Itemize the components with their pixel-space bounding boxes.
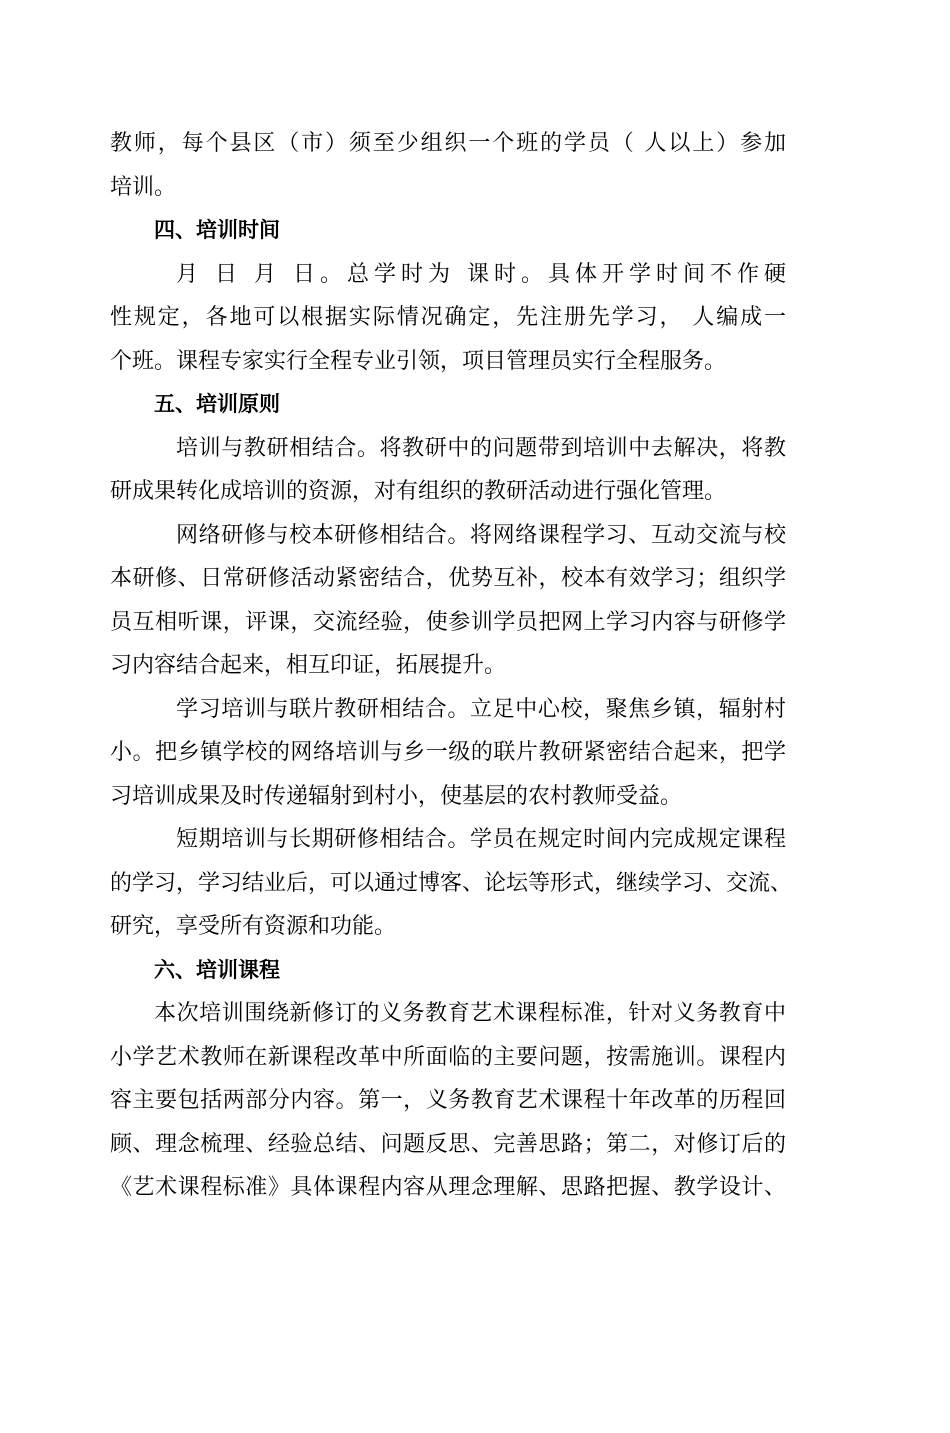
paragraph-line: 员互相听课，评课，交流经验，使参训学员把网上学习内容与研修学 [110,609,786,635]
paragraph-line: 习培训成果及时传递辐射到村小，使基层的农村教师受益。 [110,783,683,809]
paragraph-line: 月 日 月 日。总学时为 课时。具体开学时间不作硬 [176,261,786,287]
paragraph-line: 本次培训围绕新修订的义务教育艺术课程标准，针对义务教育中 [154,1001,786,1026]
paragraph-line: 小。把乡镇学校的网络培训与乡一级的联片教研紧密结合起来，把学 [110,740,786,765]
section-heading-principles: 五、培训原则 [154,392,280,416]
paragraph-line: 容主要包括两部分内容。第一，义务教育艺术课程十年改革的历程回 [110,1088,786,1113]
paragraph-line: 培训。 [110,174,177,200]
paragraph-line: 研究，享受所有资源和功能。 [110,914,397,939]
paragraph-line: 习内容结合起来，相互印证，拓展提升。 [110,653,507,678]
paragraph-line: 短期培训与长期研修相结合。学员在规定时间内完成规定课程 [176,827,786,852]
paragraph-line: 网络研修与校本研修相结合。将网络课程学习、互动交流与校 [176,522,786,548]
paragraph-line: 学习培训与联片教研相结合。立足中心校，聚焦乡镇，辐射村 [176,696,786,722]
paragraph-line: 研成果转化成培训的资源，对有组织的教研活动进行强化管理。 [110,479,727,504]
paragraph-line: 个班。课程专家实行全程专业引领，项目管理员实行全程服务。 [110,348,727,374]
section-heading-schedule: 四、培训时间 [154,218,280,242]
paragraph-line: 教师，每个县区（市）须至少组织一个班的学员（ 人以上）参加 [110,131,786,156]
document-page [110,122,793,1210]
paragraph-line: 培训与教研相结合。将教研中的问题带到培训中去解决，将教 [176,435,786,461]
paragraph-line: 《艺术课程标准》具体课程内容从理念理解、思路把握、教学设计、 [110,1175,786,1200]
paragraph-line: 的学习，学习结业后，可以通过博客、论坛等形式，继续学习、交流、 [110,870,793,896]
paragraph-line: 小学艺术教师在新课程改革中所面临的主要问题，按需施训。课程内 [110,1044,786,1070]
section-heading-courses: 六、培训课程 [154,957,280,982]
paragraph-line: 顾、理念梳理、经验总结、问题反思、完善思路；第二，对修订后的 [110,1131,786,1157]
paragraph-line: 本研修、日常研修活动紧密结合，优势互补，校本有效学习；组织学 [110,566,786,591]
paragraph-line: 性规定，各地可以根据实际情况确定，先注册先学习， 人编成一 [110,305,786,330]
